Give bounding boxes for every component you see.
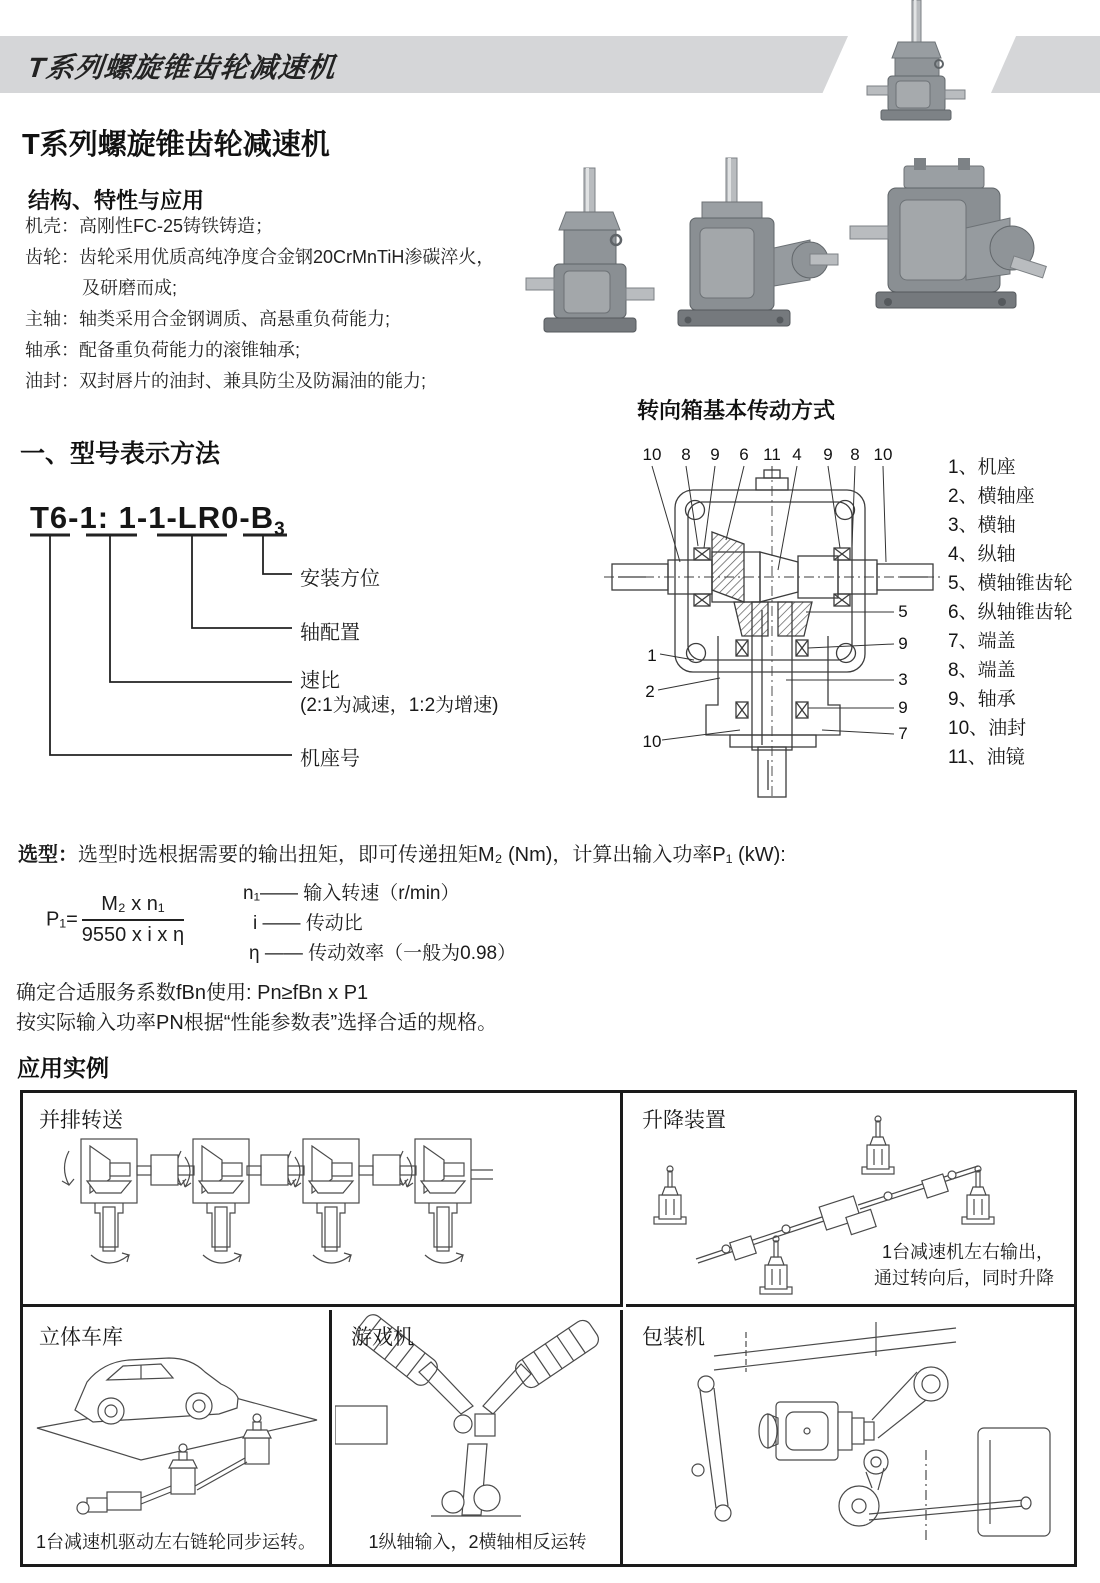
legend-item: 8、端盖 — [948, 660, 1016, 681]
legend-item: 5、横轴锥齿轮 — [948, 573, 1073, 594]
page-title: T系列螺旋锥齿轮减速机 — [22, 129, 330, 161]
legend-item: 9、轴承 — [948, 689, 1016, 710]
cross-section-diagram — [600, 440, 945, 802]
feature-line: 轴承：配备重负荷能力的滚锥轴承; — [25, 340, 300, 360]
legend-item: 3、横轴 — [948, 515, 1016, 536]
model-code-main: T6-1: 1-1-LR0-B — [30, 500, 275, 535]
app-cell-title: 包装机 — [642, 1326, 705, 1349]
legend-item: 10、油封 — [948, 718, 1027, 739]
callout-number: 3 — [898, 670, 908, 689]
callout-number: 9 — [898, 698, 908, 717]
legend-item: 6、纵轴锥齿轮 — [948, 602, 1073, 623]
model-heading: 一、型号表示方法 — [20, 440, 221, 468]
applications-heading: 应用实例 — [17, 1055, 109, 1081]
selection-note-2: 按实际输入功率PN根据“性能参数表”选择合适的规格。 — [16, 1012, 498, 1034]
power-formula — [46, 893, 184, 947]
callout-number: 5 — [898, 602, 908, 621]
app-cell-caption: 通过转向后，同时升降 — [874, 1268, 1054, 1288]
callout-number: 10 — [642, 445, 662, 464]
feature-line: 主轴：轴类采用合金钢调质、高悬重负荷能力; — [25, 309, 390, 329]
app-cell-title: 并排转送 — [39, 1109, 123, 1132]
app-cell-caption: 1台减速机左右输出， — [881, 1242, 1054, 1262]
legend-item: 1、机座 — [948, 457, 1016, 478]
model-code-connector-lines — [0, 525, 560, 765]
app-cell-parallel-conveyor — [23, 1093, 623, 1307]
applications-table — [20, 1090, 1077, 1567]
app-cell-packing-machine — [626, 1310, 1074, 1564]
product-photo-1 — [520, 160, 660, 355]
callout-number: 6 — [739, 445, 749, 464]
app-cell-title: 升降装置 — [642, 1109, 726, 1132]
callout-number: 9 — [710, 445, 720, 464]
model-label-shaft-config: 轴配置 — [300, 622, 360, 644]
callout-number: 4 — [792, 445, 802, 464]
formula-def: η —— 传动效率（一般为0.98） — [249, 943, 517, 964]
header-band-title: T系列螺旋锥齿轮减速机 — [26, 52, 338, 83]
callout-number: 1 — [647, 646, 657, 665]
header-gearbox-photo-icon — [855, 0, 975, 125]
legend-item: 4、纵轴 — [948, 544, 1016, 565]
product-photo-3 — [842, 148, 1057, 353]
formula-def: n₁—— 输入转速（r/min） — [243, 883, 460, 904]
feature-line: 油封：双封唇片的油封、兼具防尘及防漏油的能力; — [25, 371, 426, 391]
feature-line: 及研磨而成; — [82, 278, 178, 298]
feature-line: 机壳：高刚性FC-25铸铁铸造； — [25, 216, 274, 236]
model-label-ratio-note: (2:1为减速，1:2为增速) — [300, 695, 499, 716]
features-heading: 结构、特性与应用 — [28, 188, 205, 213]
app-cell-caption: 1纵轴输入，2横轴相反运转 — [368, 1532, 587, 1552]
app-cell-lifting-device — [626, 1093, 1074, 1307]
model-label-mount: 安装方位 — [300, 568, 380, 590]
selection-intro — [18, 838, 786, 867]
callout-number: 7 — [898, 724, 908, 743]
callout-number: 9 — [898, 634, 908, 653]
app-cell-title: 立体车库 — [39, 1326, 123, 1349]
callout-number: 9 — [823, 445, 833, 464]
callout-number: 10 — [642, 732, 662, 751]
legend-item: 7、端盖 — [948, 631, 1016, 652]
app-cell-game-machine — [335, 1310, 623, 1564]
callout-number: 2 — [645, 682, 655, 701]
app-cell-title: 游戏机 — [351, 1326, 414, 1349]
selection-note-1: 确定合适服务系数fBn使用: Pn≥fBn x P1 — [16, 982, 369, 1004]
app-cell-parking-garage — [23, 1310, 332, 1564]
formula-numerator: M₂ x n₁ — [82, 893, 184, 921]
selection-intro-text: 选型时选根据需要的输出扭矩，即可传递扭矩M₂ (Nm)，计算出输入功率P₁ (kW): — [78, 844, 786, 866]
model-label-ratio: 速比 — [300, 670, 340, 692]
header-band-right — [991, 36, 1100, 93]
app-cell-caption: 1台减速机驱动左右链轮同步运转。 — [35, 1532, 317, 1552]
callout-number: 8 — [850, 445, 860, 464]
model-code-subscript: 3 — [274, 519, 286, 541]
legend-item: 11、油镜 — [948, 747, 1025, 768]
formula-def: i —— 传动比 — [253, 913, 363, 934]
formula-denominator: 9550 x i x η — [81, 924, 185, 946]
callout-number: 8 — [681, 445, 691, 464]
model-label-frame: 机座号 — [300, 748, 360, 770]
callout-number: 10 — [873, 445, 893, 464]
callout-number: 11 — [763, 445, 781, 464]
diagram-heading: 转向箱基本传动方式 — [637, 398, 836, 423]
selection-intro-label: 选型： — [18, 844, 78, 866]
legend-item: 2、横轴座 — [948, 486, 1035, 507]
product-photo-2 — [660, 152, 840, 352]
formula-lhs: P₁= — [46, 908, 78, 931]
feature-line: 齿轮：齿轮采用优质高纯净度合金钢20CrMnTiH渗碳淬火， — [25, 247, 495, 267]
